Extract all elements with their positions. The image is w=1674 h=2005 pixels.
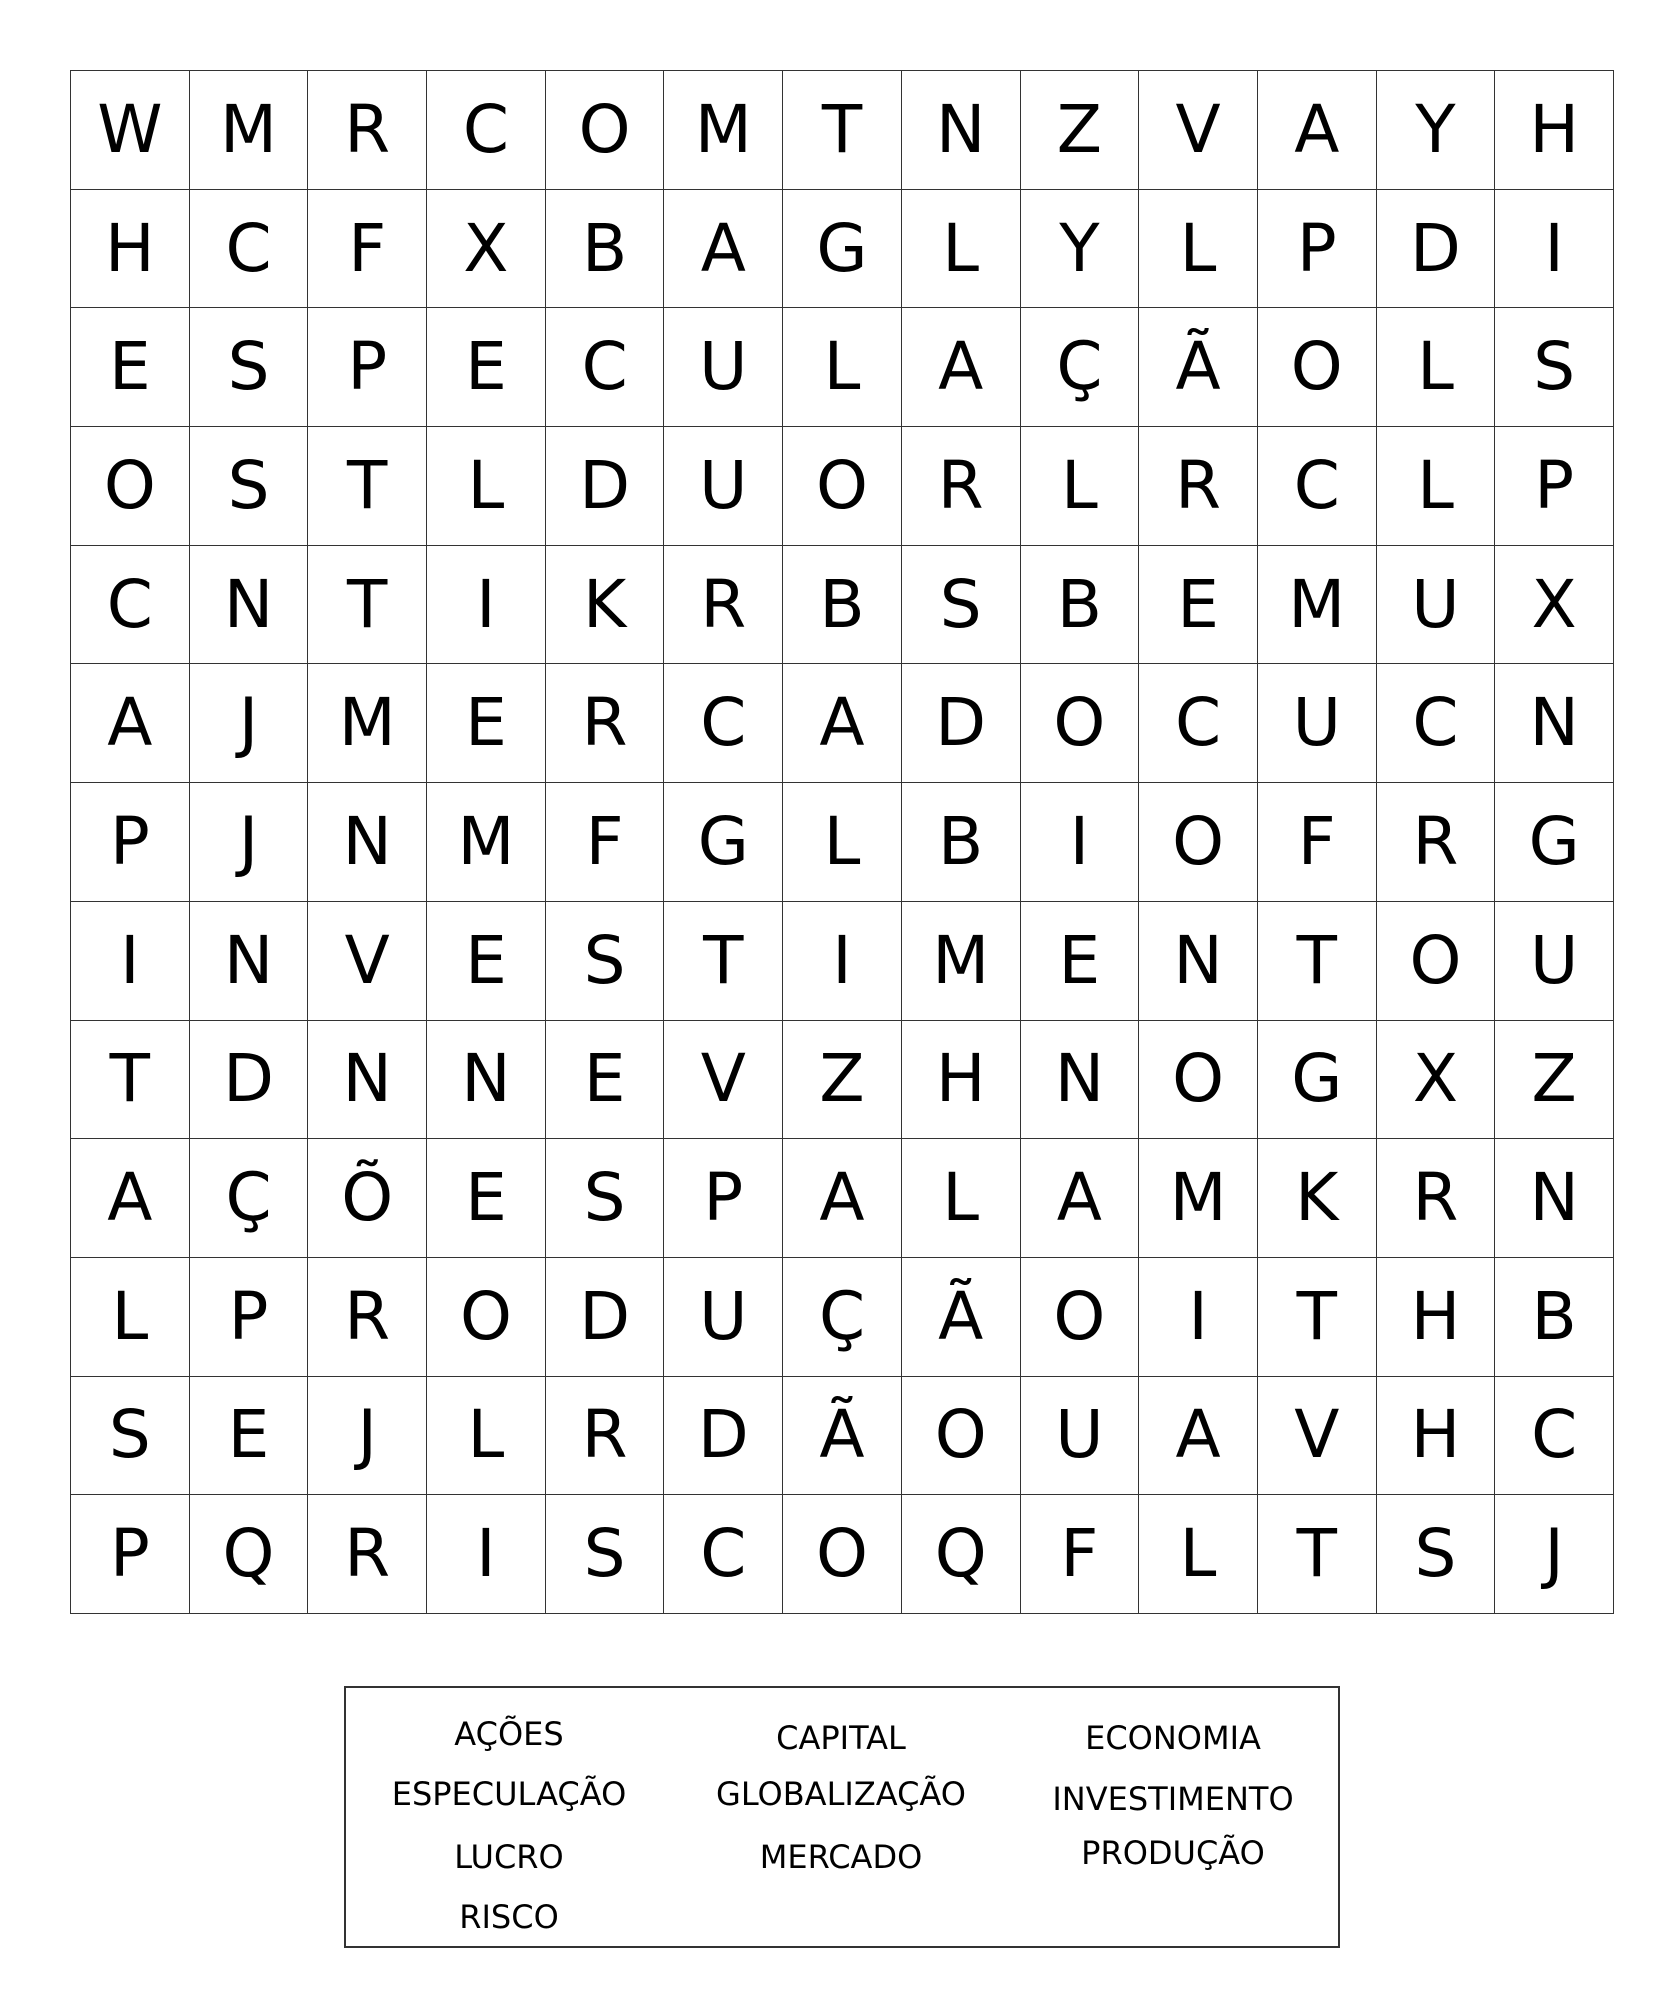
grid-cell[interactable]: L [1377, 427, 1496, 546]
grid-cell[interactable]: V [664, 1021, 783, 1140]
word-list-item: LUCRO [454, 1838, 564, 1876]
grid-cell[interactable]: Y [1021, 190, 1140, 309]
grid-cell[interactable]: J [190, 664, 309, 783]
grid-cell[interactable]: Z [783, 1021, 902, 1140]
grid-cell[interactable]: G [1258, 1021, 1377, 1140]
grid-cell[interactable]: R [546, 1377, 665, 1496]
grid-cell[interactable]: N [190, 902, 309, 1021]
grid-cell[interactable]: S [902, 546, 1021, 665]
grid-cell[interactable]: P [71, 783, 190, 902]
grid-cell[interactable]: S [71, 1377, 190, 1496]
grid-cell[interactable]: O [546, 71, 665, 190]
grid-cell[interactable]: O [71, 427, 190, 546]
grid-cell[interactable]: N [1021, 1021, 1140, 1140]
grid-cell[interactable]: F [308, 190, 427, 309]
word-list-box [344, 1686, 1340, 1948]
grid-cell[interactable]: U [664, 427, 783, 546]
grid-cell[interactable]: R [308, 71, 427, 190]
grid-cell[interactable]: T [783, 71, 902, 190]
grid-cell[interactable]: G [664, 783, 783, 902]
grid-cell[interactable]: P [190, 1258, 309, 1377]
grid-cell[interactable]: I [427, 1495, 546, 1614]
grid-cell[interactable]: A [71, 1139, 190, 1258]
grid-cell[interactable]: A [783, 1139, 902, 1258]
grid-cell[interactable]: P [664, 1139, 783, 1258]
grid-cell[interactable]: Ã [1139, 308, 1258, 427]
grid-cell[interactable]: E [71, 308, 190, 427]
grid-cell[interactable]: P [1258, 190, 1377, 309]
grid-cell[interactable]: Ç [190, 1139, 309, 1258]
grid-cell[interactable]: Õ [308, 1139, 427, 1258]
grid-cell[interactable]: D [546, 1258, 665, 1377]
grid-cell[interactable]: B [546, 190, 665, 309]
grid-cell[interactable]: U [1377, 546, 1496, 665]
grid-cell[interactable]: N [308, 783, 427, 902]
grid-cell[interactable]: N [190, 546, 309, 665]
grid-cell[interactable]: Z [1021, 71, 1140, 190]
word-list-item: MERCADO [759, 1838, 923, 1876]
grid-cell[interactable]: R [308, 1258, 427, 1377]
grid-cell[interactable]: V [1139, 71, 1258, 190]
grid-cell[interactable]: X [1377, 1021, 1496, 1140]
grid-cell[interactable]: L [1377, 308, 1496, 427]
grid-cell[interactable]: E [1139, 546, 1258, 665]
grid-cell[interactable]: T [1258, 1495, 1377, 1614]
grid-cell[interactable]: Y [1377, 71, 1496, 190]
grid-cell[interactable]: O [1258, 308, 1377, 427]
grid-cell[interactable]: L [427, 427, 546, 546]
grid-cell[interactable]: S [546, 1139, 665, 1258]
grid-cell[interactable]: N [427, 1021, 546, 1140]
grid-cell[interactable]: M [902, 902, 1021, 1021]
grid-cell[interactable]: C [71, 546, 190, 665]
grid-cell[interactable]: S [190, 308, 309, 427]
grid-cell[interactable]: S [546, 902, 665, 1021]
grid-cell[interactable]: D [546, 427, 665, 546]
grid-cell[interactable]: Q [190, 1495, 309, 1614]
word-list-item: GLOBALIZAÇÃO [716, 1775, 966, 1813]
grid-cell[interactable]: N [1495, 1139, 1614, 1258]
word-list-item: ECONOMIA [1085, 1719, 1261, 1757]
word-list-item: PRODUÇÃO [1081, 1834, 1265, 1872]
grid-cell[interactable]: T [1258, 1258, 1377, 1377]
grid-cell[interactable]: Ç [1021, 308, 1140, 427]
grid-cell[interactable]: L [71, 1258, 190, 1377]
grid-cell[interactable]: E [427, 664, 546, 783]
grid-cell[interactable]: F [1021, 1495, 1140, 1614]
grid-cell[interactable]: B [1021, 546, 1140, 665]
grid-cell[interactable]: J [308, 1377, 427, 1496]
grid-cell[interactable]: G [783, 190, 902, 309]
grid-cell[interactable]: H [71, 190, 190, 309]
grid-cell[interactable]: M [1258, 546, 1377, 665]
grid-cell[interactable]: U [1258, 664, 1377, 783]
grid-cell[interactable]: S [190, 427, 309, 546]
grid-cell[interactable]: O [427, 1258, 546, 1377]
grid-cell[interactable]: U [664, 1258, 783, 1377]
word-search-grid [70, 70, 1614, 1614]
grid-cell[interactable]: I [71, 902, 190, 1021]
word-list-item: INVESTIMENTO [1052, 1780, 1294, 1818]
grid-cell[interactable]: T [308, 546, 427, 665]
grid-cell[interactable]: N [902, 71, 1021, 190]
grid-cell[interactable]: D [1377, 190, 1496, 309]
grid-cell[interactable]: O [783, 1495, 902, 1614]
grid-cell[interactable]: K [546, 546, 665, 665]
grid-cell[interactable]: L [783, 783, 902, 902]
grid-cell[interactable]: E [190, 1377, 309, 1496]
grid-cell[interactable]: M [1139, 1139, 1258, 1258]
grid-cell[interactable]: B [783, 546, 902, 665]
grid-cell[interactable]: A [902, 308, 1021, 427]
grid-cell[interactable]: E [427, 902, 546, 1021]
grid-cell[interactable]: M [190, 71, 309, 190]
grid-cell[interactable]: C [1495, 1377, 1614, 1496]
grid-cell[interactable]: X [1495, 546, 1614, 665]
grid-cell[interactable]: S [1377, 1495, 1496, 1614]
grid-cell[interactable]: Q [902, 1495, 1021, 1614]
grid-cell[interactable]: A [1139, 1377, 1258, 1496]
grid-cell[interactable]: L [902, 1139, 1021, 1258]
grid-cell[interactable]: C [427, 71, 546, 190]
grid-cell[interactable]: C [1377, 664, 1496, 783]
grid-cell[interactable]: A [783, 664, 902, 783]
grid-cell[interactable]: E [427, 1139, 546, 1258]
grid-cell[interactable]: M [427, 783, 546, 902]
grid-cell[interactable]: Ã [902, 1258, 1021, 1377]
grid-cell[interactable]: A [71, 664, 190, 783]
grid-cell[interactable]: O [1021, 1258, 1140, 1377]
grid-cell[interactable]: V [308, 902, 427, 1021]
grid-cell[interactable]: B [1495, 1258, 1614, 1377]
grid-cell[interactable]: O [1021, 664, 1140, 783]
grid-cell[interactable]: I [427, 546, 546, 665]
grid-cell[interactable]: R [1377, 783, 1496, 902]
grid-cell[interactable]: T [308, 427, 427, 546]
grid-cell[interactable]: W [71, 71, 190, 190]
grid-cell[interactable]: N [308, 1021, 427, 1140]
word-list-item: ESPECULAÇÃO [391, 1775, 627, 1813]
grid-cell[interactable]: X [427, 190, 546, 309]
grid-cell[interactable]: L [427, 1377, 546, 1496]
grid-cell[interactable]: D [190, 1021, 309, 1140]
grid-cell[interactable]: O [1139, 1021, 1258, 1140]
grid-cell[interactable]: V [1258, 1377, 1377, 1496]
grid-cell[interactable]: E [427, 308, 546, 427]
grid-cell[interactable]: F [1258, 783, 1377, 902]
grid-cell[interactable]: L [902, 190, 1021, 309]
grid-cell[interactable]: C [664, 1495, 783, 1614]
grid-cell[interactable]: R [664, 546, 783, 665]
grid-cell[interactable]: D [664, 1377, 783, 1496]
grid-cell[interactable]: Ã [783, 1377, 902, 1496]
grid-cell[interactable]: A [664, 190, 783, 309]
grid-cell[interactable]: H [1377, 1258, 1496, 1377]
grid-cell[interactable]: J [1495, 1495, 1614, 1614]
grid-cell[interactable]: A [1258, 71, 1377, 190]
grid-cell[interactable]: R [308, 1495, 427, 1614]
grid-cell[interactable]: O [1139, 783, 1258, 902]
grid-cell[interactable]: I [783, 902, 902, 1021]
grid-cell[interactable]: S [546, 1495, 665, 1614]
grid-cell[interactable]: T [1258, 902, 1377, 1021]
grid-cell[interactable]: I [1139, 1258, 1258, 1377]
grid-cell[interactable]: R [1377, 1139, 1496, 1258]
word-list-item: AÇÕES [454, 1715, 564, 1753]
grid-cell[interactable]: M [308, 664, 427, 783]
grid-cell[interactable]: P [308, 308, 427, 427]
grid-cell[interactable]: C [190, 190, 309, 309]
grid-cell[interactable]: N [1495, 664, 1614, 783]
grid-cell[interactable]: F [546, 783, 665, 902]
grid-cell[interactable]: C [664, 664, 783, 783]
grid-cell[interactable]: D [902, 664, 1021, 783]
grid-cell[interactable]: C [1139, 664, 1258, 783]
grid-cell[interactable]: H [902, 1021, 1021, 1140]
grid-cell[interactable]: E [546, 1021, 665, 1140]
grid-cell[interactable]: A [1021, 1139, 1140, 1258]
grid-cell[interactable]: H [1495, 71, 1614, 190]
grid-cell[interactable]: R [546, 664, 665, 783]
grid-cell[interactable]: P [71, 1495, 190, 1614]
grid-cell[interactable]: U [1495, 902, 1614, 1021]
grid-cell[interactable]: S [1495, 308, 1614, 427]
grid-cell[interactable]: L [1139, 1495, 1258, 1614]
grid-cell[interactable]: T [664, 902, 783, 1021]
word-list-item: RISCO [459, 1898, 559, 1936]
grid-cell[interactable]: K [1258, 1139, 1377, 1258]
grid-cell[interactable]: G [1495, 783, 1614, 902]
grid-cell[interactable]: T [71, 1021, 190, 1140]
grid-cell[interactable]: U [664, 308, 783, 427]
grid-cell[interactable]: I [1495, 190, 1614, 309]
grid-cell[interactable]: I [1021, 783, 1140, 902]
grid-cell[interactable]: J [190, 783, 309, 902]
grid-cell[interactable]: R [902, 427, 1021, 546]
grid-cell[interactable]: N [1139, 902, 1258, 1021]
grid-cell[interactable]: U [1021, 1377, 1140, 1496]
grid-cell[interactable]: B [902, 783, 1021, 902]
grid-cell[interactable]: O [1377, 902, 1496, 1021]
grid-cell[interactable]: L [1139, 190, 1258, 309]
grid-cell[interactable]: H [1377, 1377, 1496, 1496]
grid-cell[interactable]: M [664, 71, 783, 190]
grid-cell[interactable]: O [783, 427, 902, 546]
grid-cell[interactable]: E [1021, 902, 1140, 1021]
grid-cell[interactable]: O [902, 1377, 1021, 1496]
grid-cell[interactable]: C [546, 308, 665, 427]
grid-cell[interactable]: P [1495, 427, 1614, 546]
word-list-item: CAPITAL [776, 1719, 906, 1757]
grid-cell[interactable]: Z [1495, 1021, 1614, 1140]
grid-cell[interactable]: L [1021, 427, 1140, 546]
grid-cell[interactable]: C [1258, 427, 1377, 546]
grid-cell[interactable]: L [783, 308, 902, 427]
grid-cell[interactable]: R [1139, 427, 1258, 546]
grid-cell[interactable]: Ç [783, 1258, 902, 1377]
